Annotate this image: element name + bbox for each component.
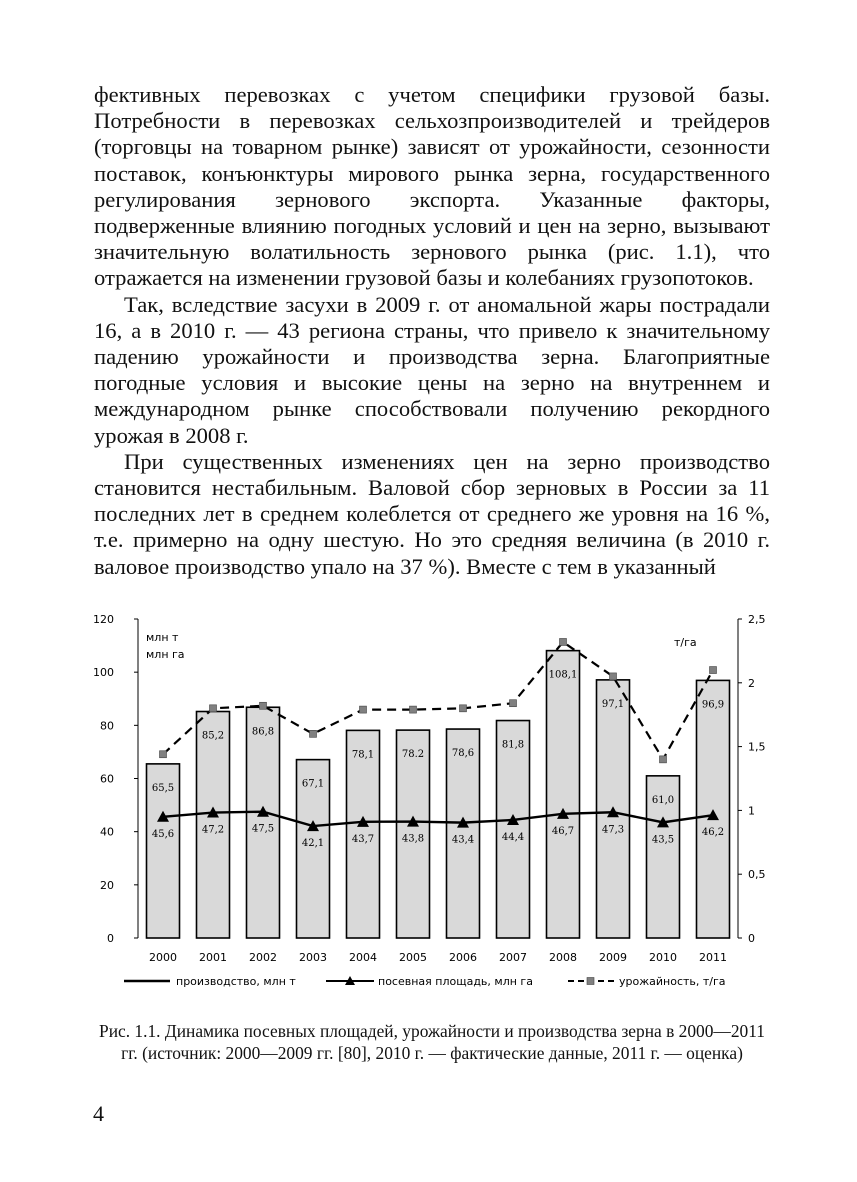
yield-marker	[710, 667, 717, 674]
x-tick-label: 2002	[249, 951, 277, 964]
legend-yield-marker	[587, 978, 594, 985]
production-bar-label: 81,8	[501, 739, 525, 751]
x-tick-label: 2008	[549, 951, 577, 964]
chart-svg	[84, 608, 784, 998]
yield-marker	[510, 700, 517, 707]
legend-production-label: производство, млн т	[176, 975, 296, 988]
paragraph-2: Так, вследствие засухи в 2009 г. от аномальной жары пострадали 16, а в 2010 г. — 43 региона страны, что привело к значительному падению урожайности и производства зерна. Благоприятные погодные условия и высокие цены на зерно на внутреннем и международном рынке способствовали получению рекордного урожая в 2008 г.	[94, 291, 770, 448]
x-tick-label: 2000	[149, 951, 177, 964]
left-unit-label: млн т	[146, 631, 179, 644]
x-tick-label: 2011	[699, 951, 727, 964]
production-bar-label: 85,2	[201, 730, 225, 742]
right-unit-label: т/га	[674, 636, 697, 649]
right-tick-label: 1	[748, 804, 755, 818]
sown-area-label: 43,5	[651, 834, 675, 846]
production-bar	[547, 651, 580, 938]
right-tick-label: 2	[748, 676, 755, 690]
production-bar-label: 97,1	[601, 698, 625, 710]
production-bar-label: 86,8	[251, 726, 275, 738]
legend-yield-label: урожайность, т/га	[619, 975, 726, 988]
left-tick-label: 0	[107, 932, 114, 945]
yield-marker	[260, 702, 267, 709]
left-tick-label: 80	[100, 719, 114, 733]
sown-area-label: 47,5	[251, 823, 275, 835]
left-tick-label: 40	[100, 825, 114, 839]
sown-area-label: 47,3	[601, 824, 625, 836]
left-tick-label: 100	[93, 666, 114, 680]
legend-sown-area-label: посевная площадь, млн га	[378, 975, 533, 988]
left-tick-label: 60	[100, 772, 114, 786]
left-tick-label: 20	[100, 878, 114, 892]
sown-area-label: 47,2	[201, 824, 225, 836]
production-bar-label: 78.2	[401, 749, 425, 761]
sown-area-label: 46,2	[701, 827, 725, 839]
yield-marker	[210, 705, 217, 712]
right-tick-label: 0	[748, 932, 755, 945]
paragraph-1: фективных перевозках с учетом специфики грузовой базы. Потребности в перевозках сельхозпроизводителей и трейдеров (торговцы на товарном рынке) зависят от урожайности, сезонности поставок, конъюнктуры мирового рынка зерна, государственного регулирования зернового экспорта. Указанные факторы, подверженные влиянию погодных условий и цен на зерно, вызывают значительную волатильность зернового рынка (рис. 1.1), что отражается на изменении грузовой базы и колебаниях грузопотоков.	[94, 82, 770, 291]
yield-marker	[560, 638, 567, 645]
sown-area-label: 45,6	[151, 828, 175, 840]
yield-marker	[460, 705, 467, 712]
right-tick-label: 2,5	[748, 613, 766, 626]
production-bar-label: 78,6	[451, 748, 475, 760]
production-bar-label: 67,1	[301, 778, 325, 790]
figure-chart	[84, 608, 784, 998]
paragraph-3: При существенных изменениях цен на зерно производство становится нестабильным. Валовой сбор зерновых в России за 11 последних лет в среднем колеблется от среднего же уровня на 16 %, т.е. примерно на одну шестую. Но это средняя величина (в 2010 г. валовое производство упало на 37 %). Вместе с тем в указанный	[94, 448, 770, 579]
production-bar-label: 96,9	[701, 699, 725, 711]
x-tick-label: 2009	[599, 951, 627, 964]
x-tick-label: 2004	[349, 951, 377, 964]
x-tick-label: 2006	[449, 951, 477, 964]
production-bar-label: 78,1	[351, 749, 375, 761]
sown-area-label: 46,7	[551, 825, 575, 837]
yield-marker	[660, 756, 667, 763]
x-tick-label: 2001	[199, 951, 227, 964]
yield-line	[163, 642, 713, 759]
production-bar	[447, 729, 480, 938]
yield-marker	[360, 706, 367, 713]
yield-marker	[310, 730, 317, 737]
right-tick-label: 0,5	[748, 868, 766, 882]
right-tick-label: 1,5	[748, 740, 766, 754]
x-tick-label: 2005	[399, 951, 427, 964]
left-unit-label: млн га	[146, 648, 185, 661]
sown-area-label: 43,4	[451, 834, 475, 846]
sown-area-label: 44,4	[501, 831, 525, 843]
x-tick-label: 2007	[499, 951, 527, 964]
x-tick-label: 2010	[649, 951, 677, 964]
yield-marker	[410, 706, 417, 713]
yield-marker	[610, 673, 617, 680]
sown-area-label: 43,7	[351, 833, 375, 845]
production-bar-label: 65,5	[151, 782, 175, 794]
x-tick-label: 2003	[299, 951, 327, 964]
sown-area-line	[163, 812, 713, 826]
page-number: 4	[93, 1101, 104, 1126]
yield-marker	[160, 751, 167, 758]
production-bar-label: 61,0	[651, 794, 675, 806]
body-text	[94, 82, 770, 580]
sown-area-label: 43,8	[401, 833, 425, 845]
left-tick-label: 120	[93, 613, 114, 626]
figure-caption: Рис. 1.1. Динамика посевных площадей, урожайности и производства зерна в 2000—2011 гг. (источник: 2000—2009 гг. [80], 2010 г. — фактические данные, 2011 г. — оценка)	[99, 1021, 765, 1063]
production-bar-label: 108,1	[548, 669, 578, 681]
sown-area-label: 42,1	[301, 838, 325, 850]
production-bar	[247, 707, 280, 938]
production-bar	[497, 721, 530, 938]
